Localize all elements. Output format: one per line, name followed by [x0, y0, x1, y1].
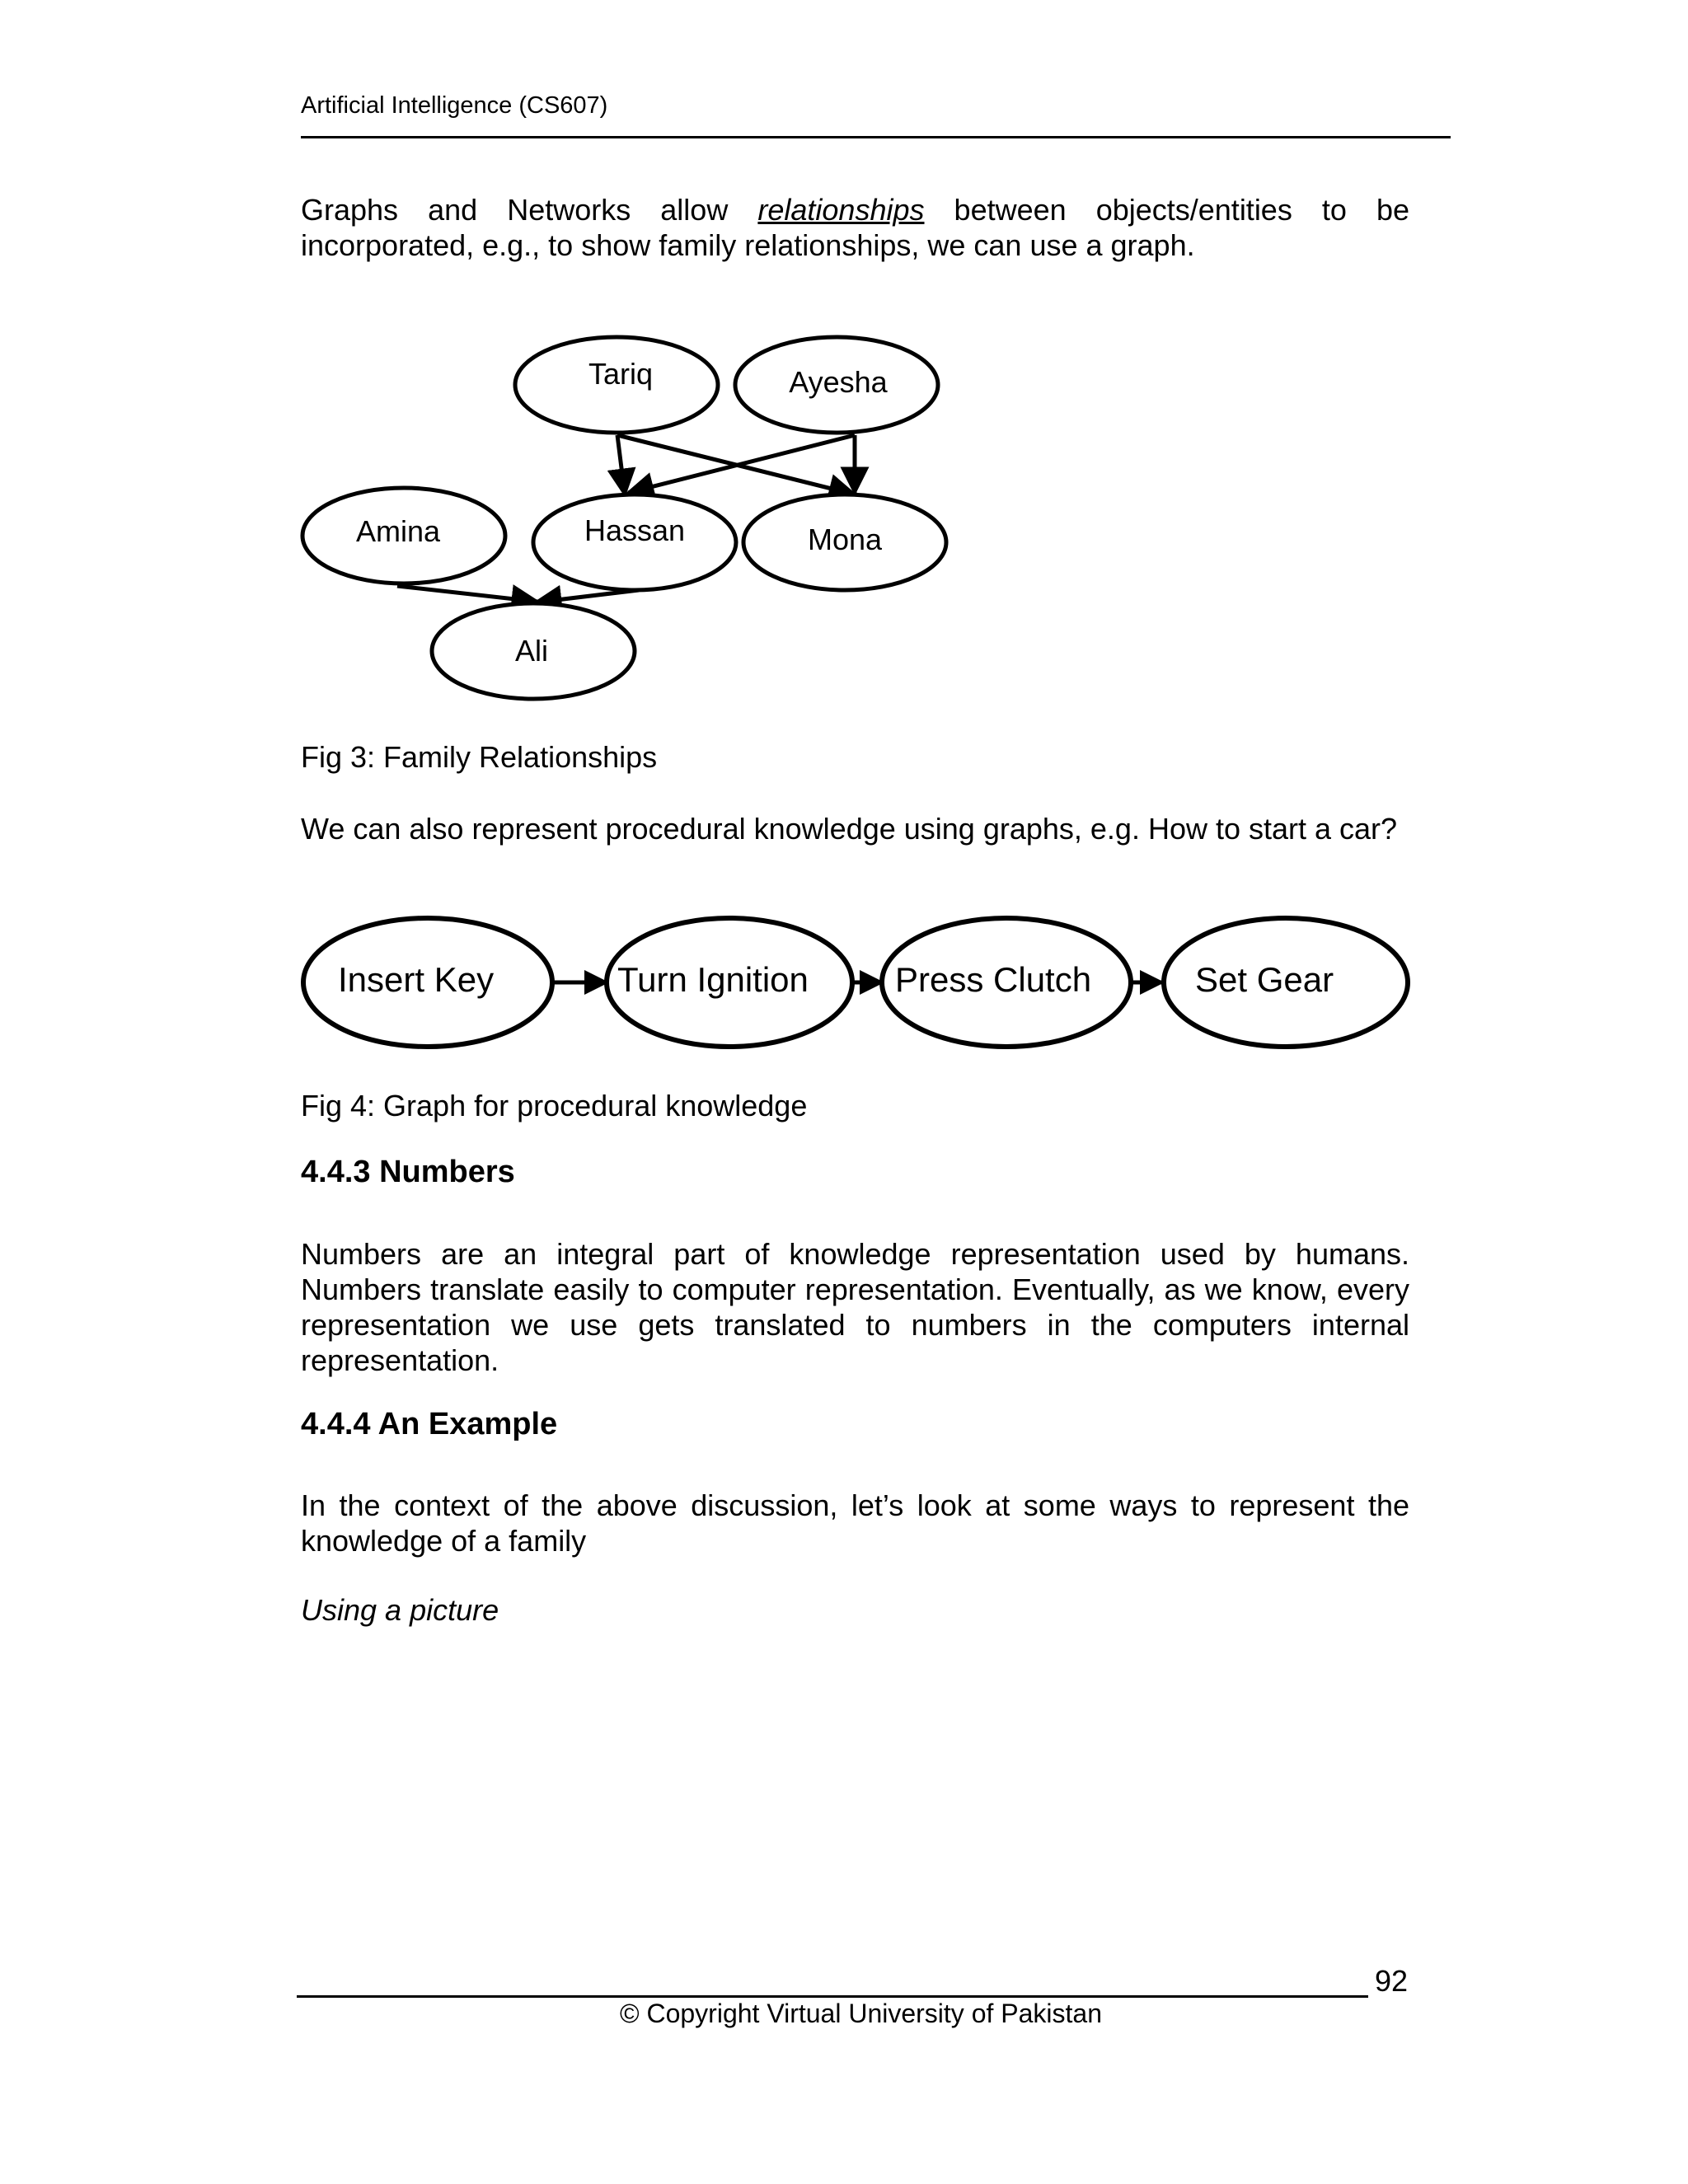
using-picture-label: Using a picture [301, 1593, 499, 1627]
intro-paragraph [301, 192, 1409, 263]
page-header-title: Artificial Intelligence (CS607) [301, 92, 608, 119]
step-label-turn-ignition: Turn Ignition [617, 960, 809, 999]
intro-before: Graphs and Networks allow [301, 193, 758, 227]
page-number: 92 [1375, 1964, 1409, 1998]
intro-after: between objects/entities to be incorporated, e.g., to show family relationships, we can use a graph. [301, 193, 1409, 262]
header-divider [301, 136, 1451, 138]
section-heading-example: 4.4.4 An Example [301, 1407, 558, 1441]
step-label-insert-key: Insert Key [338, 960, 495, 999]
node-label-tariq: Tariq [588, 357, 654, 391]
node-label-ali: Ali [514, 634, 549, 668]
numbers-paragraph: Numbers are an integral part of knowledge representation used by humans. Numbers translate easily to computer representation. Eventually, as we know, every representation we use gets translated to numbers in the computers internal representation. [301, 1237, 1409, 1377]
fig3-caption: Fig 3: Family Relationships [301, 740, 658, 774]
node-label-mona: Mona [807, 523, 883, 556]
step-label-press-clutch: Press Clutch [895, 960, 1092, 999]
procedural-intro: We can also represent procedural knowledge using graphs, e.g. How to start a car? [301, 812, 1398, 846]
procedural-knowledge-graph [288, 907, 1426, 1071]
footer-divider [297, 1995, 1368, 1998]
fig4-caption: Fig 4: Graph for procedural knowledge [301, 1089, 808, 1122]
example-paragraph: In the context of the above discussion, let’s look at some ways to represent the knowledge of a family [301, 1488, 1409, 1558]
node-label-amina: Amina [355, 514, 441, 548]
edge-hassan-ali [536, 590, 639, 602]
copyright-notice: © Copyright Virtual University of Pakistan [620, 1999, 1102, 2028]
intro-emphasis: relationships [757, 193, 925, 227]
node-label-hassan: Hassan [584, 513, 686, 547]
edge-amina-ali [397, 586, 537, 602]
family-relationships-graph [0, 313, 1006, 709]
edge-tariq-hassan [617, 435, 625, 494]
node-label-ayesha: Ayesha [789, 365, 888, 399]
step-label-set-gear: Set Gear [1195, 960, 1334, 999]
section-heading-numbers: 4.4.3 Numbers [301, 1155, 515, 1189]
